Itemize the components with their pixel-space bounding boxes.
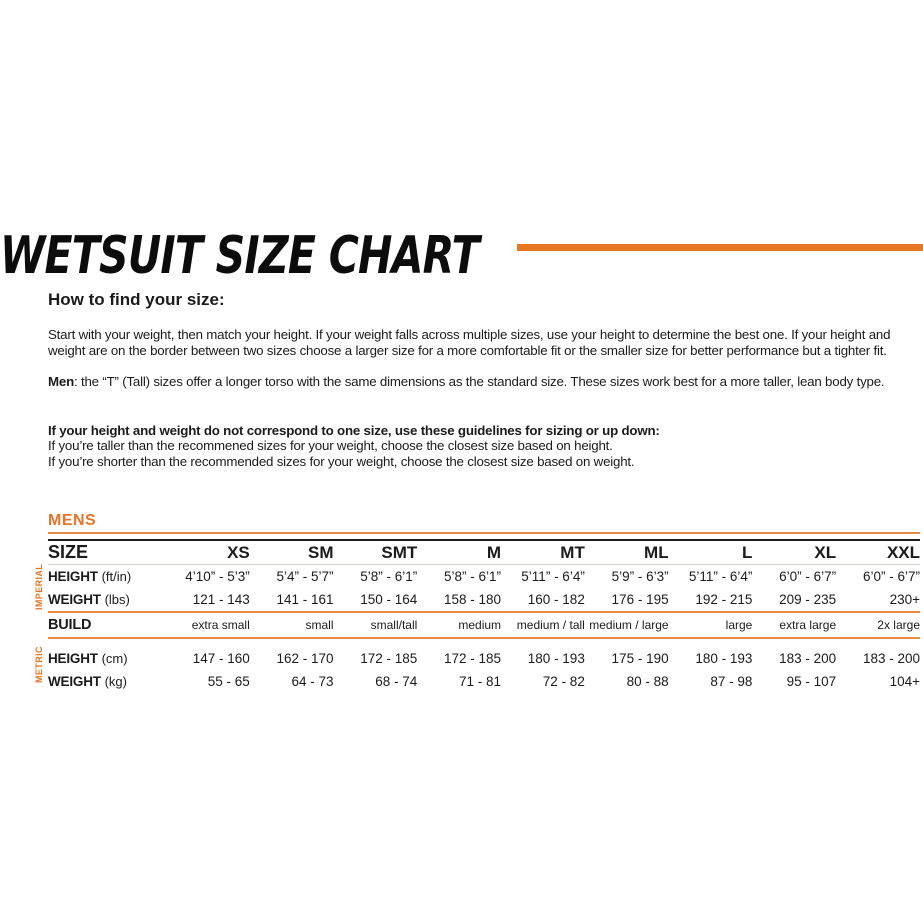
column-header-m: M [417, 540, 501, 565]
weight-kg-value: 72 - 82 [542, 674, 585, 689]
column-header-sm: SM [250, 540, 334, 565]
height-ftin-value: 5’11” - 6’4” [521, 569, 585, 584]
column-header-xxl: XXL [836, 540, 920, 565]
build-value: medium [417, 612, 501, 638]
build-value: medium / tall [501, 612, 585, 638]
height-cm-value: 180 - 193 [695, 651, 753, 666]
build-value: extra small [166, 612, 250, 638]
weight-lbs-value: 209 - 235 [779, 592, 837, 607]
row-label-text: WEIGHT [48, 674, 101, 689]
weight-kg-value: 104+ [889, 674, 920, 689]
height-ftin-value: 5’11” - 6’4” [688, 569, 753, 584]
weight-lbs-value: 230+ [889, 592, 920, 607]
mens-size-chart-section [34, 512, 920, 693]
row-unit-text: (lbs) [104, 592, 130, 607]
title-accent-line [517, 244, 923, 251]
row-label-build [48, 612, 166, 638]
height-cm-value: 183 - 200 [862, 651, 920, 666]
column-header-xs: XS [166, 540, 250, 565]
row-label-text: WEIGHT [48, 592, 101, 607]
column-header-mt: MT [501, 540, 585, 565]
height-cm-value: 180 - 193 [527, 651, 585, 666]
build-value: medium / large [585, 612, 669, 638]
imperial-axis-label: IMPERIAL [34, 563, 44, 611]
height-ftin-value: 6’0” - 6’7” [779, 569, 837, 584]
weight-lbs-value: 158 - 180 [444, 592, 502, 607]
height-ftin-value: 5’8” - 6’1” [444, 569, 502, 584]
weight-lbs-value: 192 - 215 [695, 592, 753, 607]
weight-kg-value: 64 - 73 [291, 674, 334, 689]
mens-accent-line [48, 532, 920, 534]
height-cm-value: 172 - 185 [444, 651, 502, 666]
row-label-text: BUILD [48, 617, 92, 633]
metric-axis-label: METRIC [34, 646, 44, 684]
column-header-l: L [669, 540, 753, 565]
guideline-shorter: If you’re shorter than the recommended sizes for your weight, choose the closest size based on weight. [48, 453, 635, 469]
weight-lbs-value: 176 - 195 [611, 592, 669, 607]
height-cm-value: 162 - 170 [276, 651, 334, 666]
weight-lbs-value: 160 - 182 [527, 592, 585, 607]
column-header-ml: ML [585, 540, 669, 565]
build-value: extra large [752, 612, 836, 638]
weight-kg-value: 80 - 88 [626, 674, 669, 689]
size-header-row [48, 540, 920, 565]
weight-kg-value: 68 - 74 [375, 674, 418, 689]
row-label-text: HEIGHT [48, 569, 98, 584]
height-ftin-value: 6’0” - 6’7” [862, 569, 920, 584]
row-label-weight-kg [48, 670, 166, 693]
weight-kg-value: 95 - 107 [786, 674, 837, 689]
column-header-xl: XL [752, 540, 836, 565]
weight-lbs-value: 121 - 143 [192, 592, 250, 607]
weight-lbs-value: 150 - 164 [360, 592, 418, 607]
height-ftin-value: 5’4” - 5’7” [276, 569, 334, 584]
table-row-height-cm [48, 638, 920, 670]
men-note [48, 374, 920, 390]
height-cm-value: 175 - 190 [611, 651, 669, 666]
row-label-height-cm [48, 638, 166, 670]
row-unit-text: (cm) [101, 651, 128, 666]
intro-section [48, 290, 920, 470]
table-row-height-ftin [48, 565, 920, 589]
build-value: large [669, 612, 753, 638]
table-row-build [48, 612, 920, 638]
table-row-weight-lbs [48, 588, 920, 612]
guidelines-heading: If your height and weight do not correspond to one size, use these guidelines for sizing or up down: [48, 422, 660, 438]
weight-kg-value: 55 - 65 [207, 674, 250, 689]
men-note-label: Men [48, 374, 74, 390]
guideline-taller: If you’re taller than the recommened sizes for your weight, choose the closest size based on height. [48, 438, 613, 454]
height-ftin-value: 5’8” - 6’1” [360, 569, 418, 584]
weight-kg-value: 71 - 81 [459, 674, 502, 689]
build-value: 2x large [836, 612, 920, 638]
size-table [48, 539, 920, 693]
height-cm-value: 183 - 200 [779, 651, 837, 666]
height-ftin-value: 4’10” - 5’3” [185, 569, 250, 584]
row-unit-text: (kg) [104, 674, 127, 689]
row-unit-text: (ft/in) [101, 569, 132, 584]
row-label-weight-lbs [48, 588, 166, 612]
weight-kg-value: 87 - 98 [710, 674, 753, 689]
height-cm-value: 147 - 160 [192, 651, 250, 666]
intro-heading: How to find your size: [48, 290, 225, 309]
weight-lbs-value: 141 - 161 [276, 592, 334, 607]
height-cm-value: 172 - 185 [360, 651, 418, 666]
men-note-text: : the “T” (Tall) sizes offer a longer torso with the same dimensions as the standard size. These sizes work best for a more taller, lean body type. [74, 374, 885, 390]
build-value: small/tall [334, 612, 418, 638]
column-header-smt: SMT [334, 540, 418, 565]
height-ftin-value: 5’9” - 6’3” [611, 569, 669, 584]
intro-paragraph: Start with your weight, then match your height. If your weight falls across multiple sizes, use your height to determine the best one. If your height and weight are on the border between two sizes choose a larger size for a more comfortable fit or the smaller size for better performance but a tighter fit. [48, 327, 891, 358]
row-label-text: HEIGHT [48, 651, 98, 666]
size-column-header: SIZE [48, 540, 166, 565]
build-value: small [250, 612, 334, 638]
page-title: WETSUIT SIZE CHART [0, 226, 479, 286]
table-row-weight-kg [48, 670, 920, 693]
section-label-mens: MENS [48, 512, 97, 529]
row-label-height-ftin [48, 565, 166, 589]
